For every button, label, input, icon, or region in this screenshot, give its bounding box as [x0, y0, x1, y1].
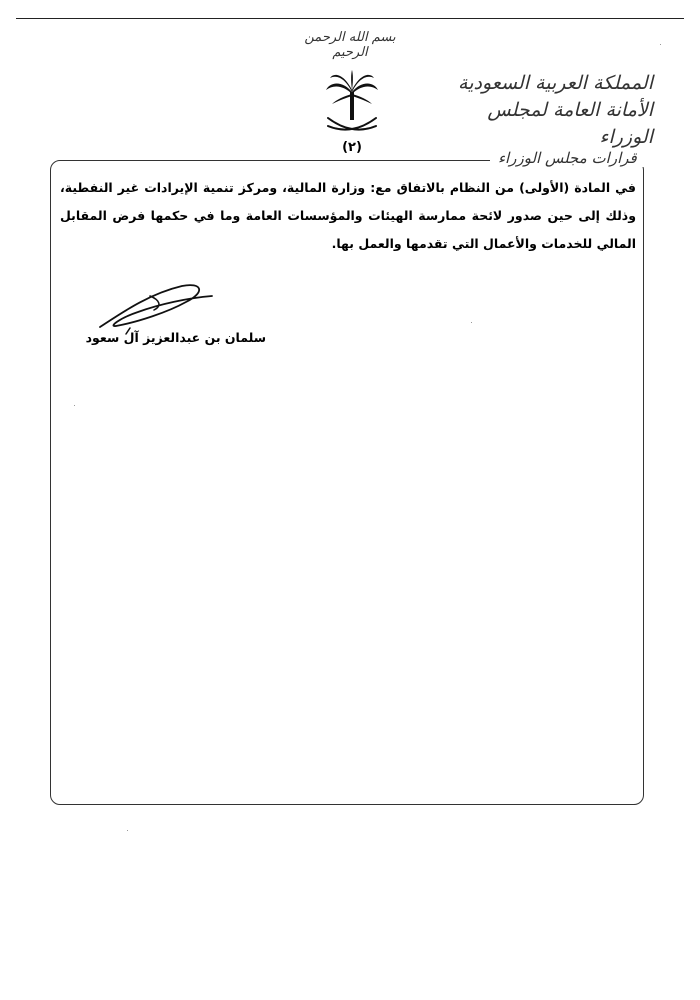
- scan-speck: [471, 322, 472, 323]
- decision-paragraph: في المادة (الأولى) من النظام بالاتفاق مع: وزارة المالية، ومركز تنمية الإيرادات غير النفطية، وذلك إلى حين صدور لائحة ممارسة الهيئات والمؤسسات العامة وما في حكمها فرض المقابل المالي للخدمات والأعمال التي تقدمها والعمل بها.: [60, 180, 636, 251]
- handwritten-signature: [90, 272, 220, 337]
- section-label: قرارات مجلس الوزراء: [490, 149, 645, 167]
- basmala-calligraphy: بسم الله الرحمن الرحيم: [304, 30, 396, 60]
- saudi-emblem-icon: [322, 70, 382, 140]
- page-number: (٢): [342, 140, 362, 155]
- scan-speck: [127, 830, 128, 831]
- signer-name: سلمان بن عبدالعزيز آل سعود: [85, 330, 266, 345]
- letterhead: [458, 70, 653, 151]
- scan-speck: [660, 44, 661, 45]
- scan-speck: [74, 405, 75, 406]
- letterhead-secretariat: الأمانة العامة لمجلس الوزراء: [487, 99, 653, 148]
- decision-body: [60, 174, 636, 258]
- letterhead-kingdom: المملكة العربية السعودية: [458, 72, 653, 94]
- header-rule: [16, 18, 684, 19]
